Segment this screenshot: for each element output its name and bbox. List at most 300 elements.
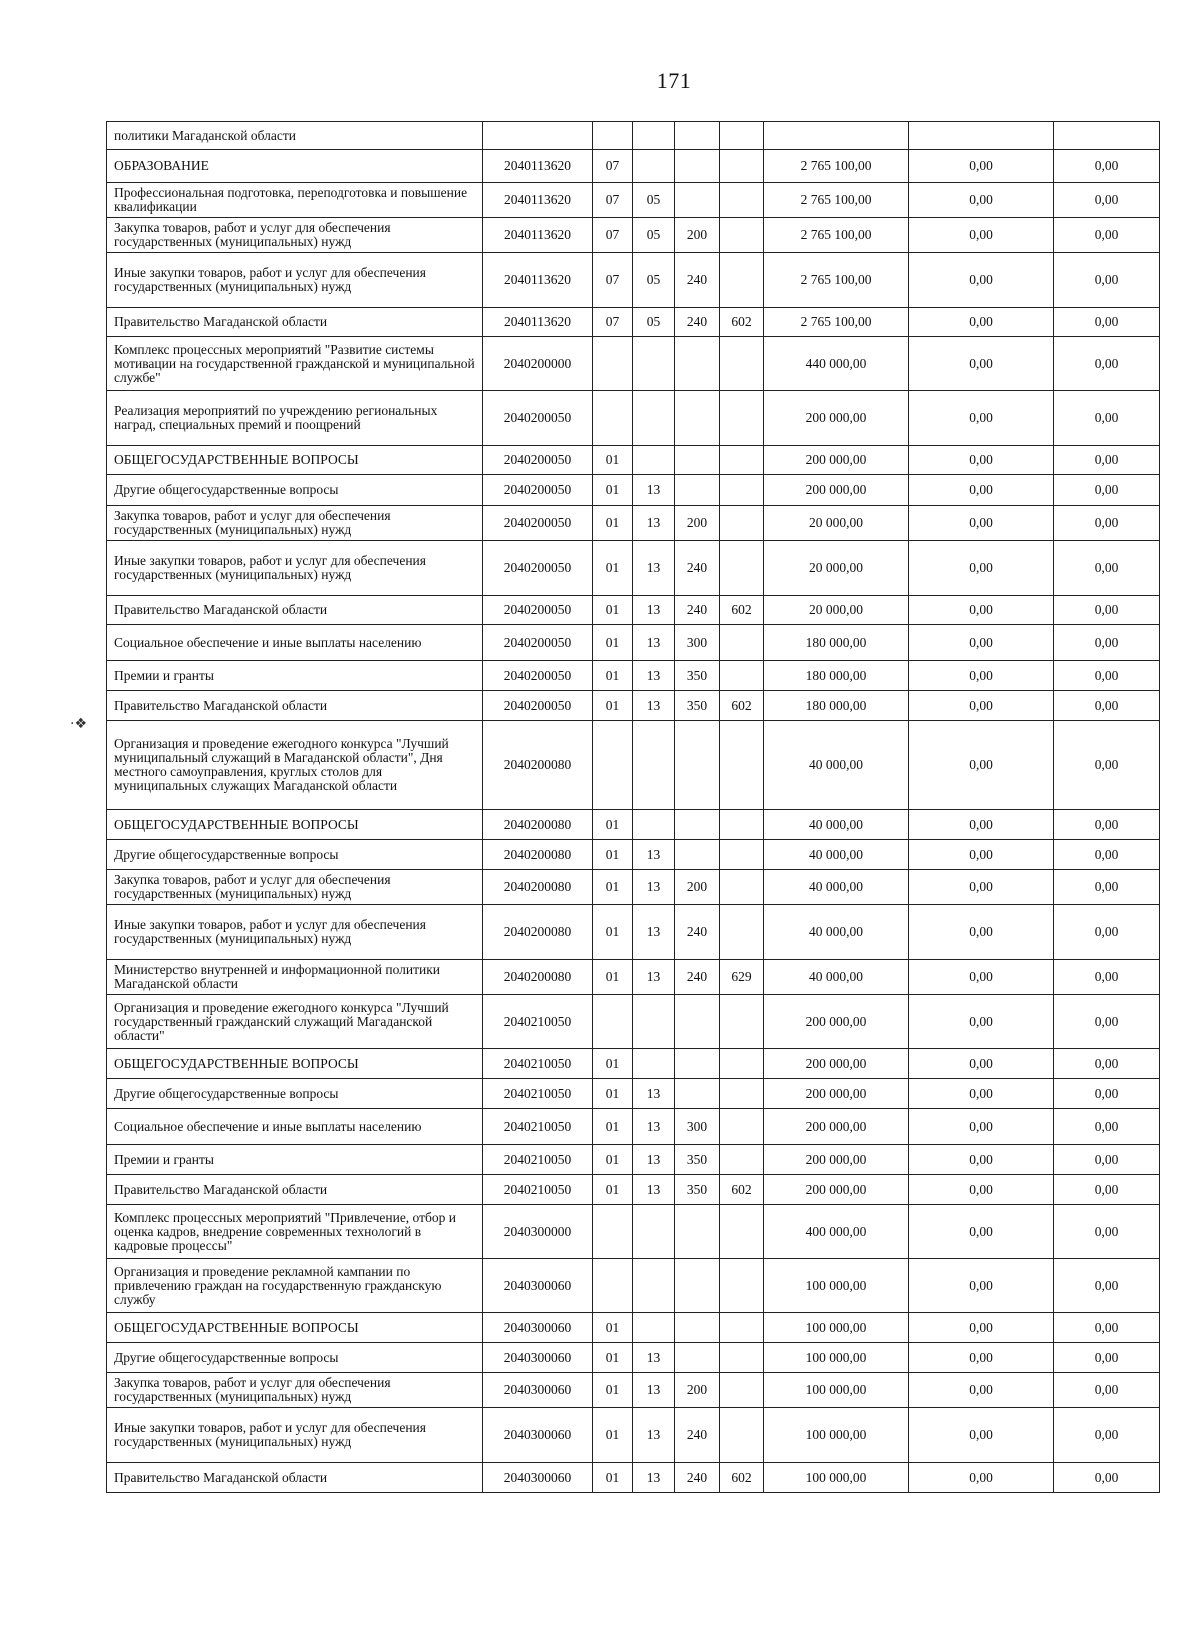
- row-sum-year3-cell: 0,00: [1054, 721, 1160, 810]
- row-sum-year2-cell: 0,00: [909, 810, 1054, 840]
- row-admin-code-cell: [720, 905, 764, 960]
- row-admin-code-cell: [720, 475, 764, 506]
- table-row: [107, 995, 1160, 1049]
- row-subsection-cell: 05: [633, 183, 675, 218]
- row-sum-year2-cell: 0,00: [909, 1463, 1054, 1493]
- row-subsection-cell: 13: [633, 541, 675, 596]
- row-subsection-cell: [633, 995, 675, 1049]
- table-row: [107, 960, 1160, 995]
- row-name-cell: Правительство Магаданской области: [107, 691, 483, 721]
- row-admin-code-cell: [720, 253, 764, 308]
- row-admin-code-cell: 602: [720, 691, 764, 721]
- row-sum-year2-cell: 0,00: [909, 1313, 1054, 1343]
- table-row: [107, 625, 1160, 661]
- row-section-cell: 01: [593, 960, 633, 995]
- row-expense-type-cell: [675, 1079, 720, 1109]
- row-sum-year1-cell: 100 000,00: [764, 1463, 909, 1493]
- row-section-cell: 01: [593, 661, 633, 691]
- row-csr-code-cell: 2040210050: [483, 1079, 593, 1109]
- row-admin-code-cell: [720, 870, 764, 905]
- row-section-cell: 07: [593, 253, 633, 308]
- table-row: [107, 1145, 1160, 1175]
- row-sum-year1-cell: 200 000,00: [764, 475, 909, 506]
- row-section-cell: 01: [593, 475, 633, 506]
- row-admin-code-cell: [720, 1343, 764, 1373]
- table-row: [107, 337, 1160, 391]
- row-subsection-cell: 05: [633, 308, 675, 337]
- table-row: [107, 150, 1160, 183]
- row-sum-year3-cell: 0,00: [1054, 1205, 1160, 1259]
- row-expense-type-cell: 350: [675, 661, 720, 691]
- row-csr-code-cell: 2040200050: [483, 475, 593, 506]
- row-section-cell: [593, 721, 633, 810]
- row-subsection-cell: 13: [633, 1343, 675, 1373]
- row-section-cell: 01: [593, 625, 633, 661]
- row-sum-year2-cell: 0,00: [909, 1175, 1054, 1205]
- row-section-cell: [593, 391, 633, 446]
- row-sum-year3-cell: 0,00: [1054, 625, 1160, 661]
- row-sum-year3-cell: 0,00: [1054, 1313, 1160, 1343]
- row-admin-code-cell: [720, 506, 764, 541]
- row-sum-year3-cell: 0,00: [1054, 506, 1160, 541]
- row-expense-type-cell: 300: [675, 1109, 720, 1145]
- row-section-cell: 01: [593, 1313, 633, 1343]
- row-section-cell: 01: [593, 1079, 633, 1109]
- row-expense-type-cell: [675, 122, 720, 150]
- row-csr-code-cell: 2040200080: [483, 840, 593, 870]
- row-sum-year1-cell: 200 000,00: [764, 995, 909, 1049]
- table-row: [107, 840, 1160, 870]
- row-subsection-cell: [633, 721, 675, 810]
- table-row: [107, 122, 1160, 150]
- row-expense-type-cell: [675, 1313, 720, 1343]
- row-section-cell: [593, 122, 633, 150]
- row-subsection-cell: [633, 446, 675, 475]
- row-subsection-cell: [633, 150, 675, 183]
- row-sum-year3-cell: 0,00: [1054, 253, 1160, 308]
- row-section-cell: 01: [593, 541, 633, 596]
- row-sum-year3-cell: 0,00: [1054, 995, 1160, 1049]
- row-csr-code-cell: 2040210050: [483, 1175, 593, 1205]
- row-sum-year2-cell: 0,00: [909, 506, 1054, 541]
- row-name-cell: Закупка товаров, работ и услуг для обеспечения государственных (муниципальных) нужд: [107, 1373, 483, 1408]
- row-subsection-cell: 13: [633, 1408, 675, 1463]
- row-csr-code-cell: 2040200080: [483, 870, 593, 905]
- row-sum-year1-cell: 200 000,00: [764, 1049, 909, 1079]
- row-name-cell: Правительство Магаданской области: [107, 1175, 483, 1205]
- row-sum-year2-cell: 0,00: [909, 150, 1054, 183]
- row-expense-type-cell: 240: [675, 596, 720, 625]
- table-row: [107, 661, 1160, 691]
- row-sum-year2-cell: 0,00: [909, 1145, 1054, 1175]
- row-csr-code-cell: 2040113620: [483, 308, 593, 337]
- row-csr-code-cell: 2040200050: [483, 391, 593, 446]
- row-name-cell: Закупка товаров, работ и услуг для обеспечения государственных (муниципальных) нужд: [107, 506, 483, 541]
- row-sum-year1-cell: 200 000,00: [764, 1109, 909, 1145]
- row-sum-year1-cell: 180 000,00: [764, 691, 909, 721]
- row-subsection-cell: [633, 337, 675, 391]
- row-name-cell: Другие общегосударственные вопросы: [107, 1079, 483, 1109]
- row-csr-code-cell: 2040210050: [483, 995, 593, 1049]
- row-sum-year3-cell: 0,00: [1054, 1259, 1160, 1313]
- table-row: [107, 475, 1160, 506]
- row-sum-year3-cell: 0,00: [1054, 218, 1160, 253]
- row-admin-code-cell: [720, 122, 764, 150]
- row-section-cell: [593, 1259, 633, 1313]
- row-sum-year2-cell: 0,00: [909, 840, 1054, 870]
- row-section-cell: 01: [593, 810, 633, 840]
- row-admin-code-cell: 602: [720, 1175, 764, 1205]
- row-section-cell: 01: [593, 840, 633, 870]
- row-subsection-cell: [633, 1259, 675, 1313]
- row-sum-year1-cell: 40 000,00: [764, 905, 909, 960]
- row-admin-code-cell: 629: [720, 960, 764, 995]
- row-sum-year2-cell: 0,00: [909, 253, 1054, 308]
- row-subsection-cell: [633, 810, 675, 840]
- row-section-cell: 01: [593, 905, 633, 960]
- row-sum-year1-cell: 2 765 100,00: [764, 183, 909, 218]
- row-csr-code-cell: 2040113620: [483, 150, 593, 183]
- row-expense-type-cell: 240: [675, 253, 720, 308]
- row-sum-year1-cell: [764, 122, 909, 150]
- row-expense-type-cell: [675, 1259, 720, 1313]
- row-name-cell: Премии и гранты: [107, 661, 483, 691]
- row-subsection-cell: 13: [633, 905, 675, 960]
- row-name-cell: Иные закупки товаров, работ и услуг для обеспечения государственных (муниципальных) нужд: [107, 253, 483, 308]
- row-csr-code-cell: 2040113620: [483, 218, 593, 253]
- table-row: [107, 1408, 1160, 1463]
- row-sum-year1-cell: 100 000,00: [764, 1259, 909, 1313]
- row-name-cell: Социальное обеспечение и иные выплаты населению: [107, 625, 483, 661]
- row-subsection-cell: 13: [633, 1109, 675, 1145]
- row-sum-year3-cell: 0,00: [1054, 475, 1160, 506]
- row-subsection-cell: 05: [633, 218, 675, 253]
- row-sum-year1-cell: 440 000,00: [764, 337, 909, 391]
- row-subsection-cell: 13: [633, 506, 675, 541]
- row-sum-year2-cell: 0,00: [909, 1109, 1054, 1145]
- row-admin-code-cell: [720, 337, 764, 391]
- row-sum-year3-cell: 0,00: [1054, 1145, 1160, 1175]
- row-sum-year1-cell: 2 765 100,00: [764, 308, 909, 337]
- row-name-cell: Другие общегосударственные вопросы: [107, 475, 483, 506]
- row-subsection-cell: [633, 1049, 675, 1079]
- table-row: [107, 541, 1160, 596]
- row-sum-year2-cell: 0,00: [909, 446, 1054, 475]
- row-sum-year3-cell: 0,00: [1054, 1049, 1160, 1079]
- row-name-cell: Министерство внутренней и информационной политики Магаданской области: [107, 960, 483, 995]
- row-csr-code-cell: 2040300060: [483, 1408, 593, 1463]
- row-admin-code-cell: [720, 1205, 764, 1259]
- row-sum-year3-cell: 0,00: [1054, 810, 1160, 840]
- row-expense-type-cell: 300: [675, 625, 720, 661]
- row-sum-year3-cell: 0,00: [1054, 541, 1160, 596]
- table-row: [107, 1259, 1160, 1313]
- row-name-cell: ОБЩЕГОСУДАРСТВЕННЫЕ ВОПРОСЫ: [107, 810, 483, 840]
- row-expense-type-cell: [675, 721, 720, 810]
- row-name-cell: ОБЩЕГОСУДАРСТВЕННЫЕ ВОПРОСЫ: [107, 446, 483, 475]
- table-row: [107, 446, 1160, 475]
- row-sum-year3-cell: 0,00: [1054, 596, 1160, 625]
- row-sum-year1-cell: 200 000,00: [764, 1079, 909, 1109]
- row-admin-code-cell: [720, 391, 764, 446]
- row-csr-code-cell: 2040300060: [483, 1259, 593, 1313]
- row-section-cell: [593, 337, 633, 391]
- row-csr-code-cell: 2040210050: [483, 1145, 593, 1175]
- row-admin-code-cell: [720, 1109, 764, 1145]
- table-row: [107, 253, 1160, 308]
- row-sum-year2-cell: 0,00: [909, 475, 1054, 506]
- row-subsection-cell: 13: [633, 691, 675, 721]
- row-admin-code-cell: 602: [720, 596, 764, 625]
- row-subsection-cell: 13: [633, 625, 675, 661]
- row-name-cell: Правительство Магаданской области: [107, 1463, 483, 1493]
- row-csr-code-cell: 2040200050: [483, 446, 593, 475]
- row-subsection-cell: 13: [633, 960, 675, 995]
- row-admin-code-cell: [720, 1313, 764, 1343]
- row-sum-year3-cell: 0,00: [1054, 1079, 1160, 1109]
- row-name-cell: Социальное обеспечение и иные выплаты населению: [107, 1109, 483, 1145]
- row-csr-code-cell: 2040200050: [483, 506, 593, 541]
- row-sum-year2-cell: 0,00: [909, 218, 1054, 253]
- table-row: [107, 391, 1160, 446]
- row-csr-code-cell: 2040300000: [483, 1205, 593, 1259]
- row-csr-code-cell: 2040300060: [483, 1313, 593, 1343]
- row-expense-type-cell: [675, 475, 720, 506]
- row-csr-code-cell: 2040300060: [483, 1343, 593, 1373]
- row-expense-type-cell: [675, 391, 720, 446]
- table-row: [107, 1373, 1160, 1408]
- row-subsection-cell: 13: [633, 1463, 675, 1493]
- table-row: [107, 1343, 1160, 1373]
- row-admin-code-cell: [720, 446, 764, 475]
- row-name-cell: Профессиональная подготовка, переподготовка и повышение квалификации: [107, 183, 483, 218]
- row-admin-code-cell: [720, 625, 764, 661]
- budget-table: [106, 121, 1160, 1493]
- row-name-cell: Организация и проведение ежегодного конкурса "Лучший муниципальный служащий в Магаданской области", Дня местного самоуправления, круглых столов для муниципальных служащих Магаданской области: [107, 721, 483, 810]
- row-section-cell: 01: [593, 1408, 633, 1463]
- budget-table-container: [106, 121, 1160, 1493]
- table-row: [107, 1175, 1160, 1205]
- row-csr-code-cell: 2040200050: [483, 625, 593, 661]
- row-sum-year2-cell: 0,00: [909, 391, 1054, 446]
- row-expense-type-cell: [675, 1343, 720, 1373]
- row-section-cell: 01: [593, 1145, 633, 1175]
- row-subsection-cell: 13: [633, 661, 675, 691]
- table-row: [107, 721, 1160, 810]
- row-expense-type-cell: 240: [675, 308, 720, 337]
- row-subsection-cell: 13: [633, 1145, 675, 1175]
- row-sum-year2-cell: 0,00: [909, 1408, 1054, 1463]
- row-sum-year2-cell: 0,00: [909, 995, 1054, 1049]
- table-row: [107, 1313, 1160, 1343]
- row-expense-type-cell: [675, 446, 720, 475]
- table-row: [107, 1049, 1160, 1079]
- row-sum-year1-cell: 20 000,00: [764, 596, 909, 625]
- row-sum-year3-cell: 0,00: [1054, 905, 1160, 960]
- row-name-cell: Закупка товаров, работ и услуг для обеспечения государственных (муниципальных) нужд: [107, 218, 483, 253]
- row-csr-code-cell: 2040113620: [483, 183, 593, 218]
- table-row: [107, 810, 1160, 840]
- row-admin-code-cell: [720, 541, 764, 596]
- row-expense-type-cell: [675, 995, 720, 1049]
- row-sum-year3-cell: 0,00: [1054, 960, 1160, 995]
- row-sum-year2-cell: 0,00: [909, 337, 1054, 391]
- row-sum-year1-cell: 2 765 100,00: [764, 253, 909, 308]
- row-section-cell: 01: [593, 1343, 633, 1373]
- row-section-cell: 01: [593, 870, 633, 905]
- row-sum-year2-cell: 0,00: [909, 625, 1054, 661]
- row-csr-code-cell: 2040200050: [483, 541, 593, 596]
- row-name-cell: Организация и проведение рекламной кампании по привлечению граждан на государственную гражданскую службу: [107, 1259, 483, 1313]
- row-admin-code-cell: 602: [720, 1463, 764, 1493]
- row-sum-year2-cell: 0,00: [909, 870, 1054, 905]
- row-sum-year2-cell: 0,00: [909, 596, 1054, 625]
- row-name-cell: Иные закупки товаров, работ и услуг для обеспечения государственных (муниципальных) нужд: [107, 1408, 483, 1463]
- row-sum-year3-cell: 0,00: [1054, 150, 1160, 183]
- row-sum-year2-cell: [909, 122, 1054, 150]
- table-row: [107, 1079, 1160, 1109]
- row-csr-code-cell: [483, 122, 593, 150]
- table-row: [107, 218, 1160, 253]
- row-sum-year3-cell: 0,00: [1054, 661, 1160, 691]
- row-csr-code-cell: 2040113620: [483, 253, 593, 308]
- row-subsection-cell: 13: [633, 840, 675, 870]
- row-name-cell: Правительство Магаданской области: [107, 596, 483, 625]
- row-sum-year1-cell: 200 000,00: [764, 446, 909, 475]
- row-admin-code-cell: [720, 840, 764, 870]
- row-admin-code-cell: [720, 995, 764, 1049]
- row-expense-type-cell: 240: [675, 905, 720, 960]
- row-admin-code-cell: [720, 183, 764, 218]
- row-expense-type-cell: 350: [675, 1175, 720, 1205]
- row-expense-type-cell: 200: [675, 870, 720, 905]
- row-section-cell: 07: [593, 218, 633, 253]
- row-sum-year1-cell: 200 000,00: [764, 1175, 909, 1205]
- row-subsection-cell: [633, 391, 675, 446]
- row-sum-year2-cell: 0,00: [909, 905, 1054, 960]
- row-name-cell: Правительство Магаданской области: [107, 308, 483, 337]
- row-sum-year3-cell: 0,00: [1054, 1408, 1160, 1463]
- row-subsection-cell: [633, 1313, 675, 1343]
- row-section-cell: 01: [593, 446, 633, 475]
- scan-artifact-icon: ·❖: [70, 716, 88, 732]
- row-sum-year2-cell: 0,00: [909, 541, 1054, 596]
- row-expense-type-cell: 240: [675, 541, 720, 596]
- row-sum-year1-cell: 100 000,00: [764, 1373, 909, 1408]
- row-sum-year1-cell: 40 000,00: [764, 840, 909, 870]
- row-name-cell: Организация и проведение ежегодного конкурса "Лучший государственный гражданский служащий Магаданской области": [107, 995, 483, 1049]
- row-sum-year1-cell: 400 000,00: [764, 1205, 909, 1259]
- row-expense-type-cell: [675, 150, 720, 183]
- row-name-cell: Иные закупки товаров, работ и услуг для обеспечения государственных (муниципальных) нужд: [107, 905, 483, 960]
- row-sum-year3-cell: 0,00: [1054, 183, 1160, 218]
- row-sum-year1-cell: 180 000,00: [764, 661, 909, 691]
- row-sum-year1-cell: 20 000,00: [764, 541, 909, 596]
- row-sum-year1-cell: 2 765 100,00: [764, 218, 909, 253]
- row-csr-code-cell: 2040300060: [483, 1463, 593, 1493]
- budget-table-body: [107, 122, 1160, 1493]
- row-csr-code-cell: 2040200080: [483, 810, 593, 840]
- row-expense-type-cell: 350: [675, 691, 720, 721]
- row-csr-code-cell: 2040200050: [483, 596, 593, 625]
- row-sum-year2-cell: 0,00: [909, 1259, 1054, 1313]
- row-csr-code-cell: 2040210050: [483, 1049, 593, 1079]
- row-sum-year2-cell: 0,00: [909, 661, 1054, 691]
- row-expense-type-cell: 350: [675, 1145, 720, 1175]
- row-subsection-cell: 13: [633, 1079, 675, 1109]
- table-row: [107, 308, 1160, 337]
- row-sum-year1-cell: 200 000,00: [764, 1145, 909, 1175]
- row-csr-code-cell: 2040200080: [483, 960, 593, 995]
- row-sum-year2-cell: 0,00: [909, 1079, 1054, 1109]
- row-sum-year1-cell: 2 765 100,00: [764, 150, 909, 183]
- row-sum-year1-cell: 40 000,00: [764, 810, 909, 840]
- row-expense-type-cell: [675, 1205, 720, 1259]
- row-sum-year3-cell: 0,00: [1054, 446, 1160, 475]
- row-section-cell: 07: [593, 308, 633, 337]
- row-sum-year1-cell: 100 000,00: [764, 1313, 909, 1343]
- row-section-cell: 01: [593, 1373, 633, 1408]
- row-name-cell: Премии и гранты: [107, 1145, 483, 1175]
- row-sum-year2-cell: 0,00: [909, 960, 1054, 995]
- row-sum-year2-cell: 0,00: [909, 1205, 1054, 1259]
- row-sum-year3-cell: 0,00: [1054, 691, 1160, 721]
- row-sum-year2-cell: 0,00: [909, 691, 1054, 721]
- row-sum-year2-cell: 0,00: [909, 308, 1054, 337]
- row-name-cell: Другие общегосударственные вопросы: [107, 840, 483, 870]
- row-admin-code-cell: [720, 661, 764, 691]
- table-row: [107, 905, 1160, 960]
- table-row: [107, 1463, 1160, 1493]
- row-name-cell: политики Магаданской области: [107, 122, 483, 150]
- row-expense-type-cell: 200: [675, 1373, 720, 1408]
- page-number: 171: [656, 68, 692, 93]
- row-section-cell: 01: [593, 1109, 633, 1145]
- row-section-cell: 07: [593, 150, 633, 183]
- table-row: [107, 1205, 1160, 1259]
- row-name-cell: Реализация мероприятий по учреждению региональных наград, специальных премий и поощрений: [107, 391, 483, 446]
- row-sum-year3-cell: 0,00: [1054, 308, 1160, 337]
- row-subsection-cell: [633, 122, 675, 150]
- row-admin-code-cell: [720, 1049, 764, 1079]
- row-sum-year3-cell: 0,00: [1054, 870, 1160, 905]
- row-sum-year3-cell: [1054, 122, 1160, 150]
- row-sum-year1-cell: 40 000,00: [764, 721, 909, 810]
- row-csr-code-cell: 2040200000: [483, 337, 593, 391]
- row-sum-year1-cell: 200 000,00: [764, 391, 909, 446]
- row-sum-year3-cell: 0,00: [1054, 1175, 1160, 1205]
- row-admin-code-cell: [720, 1259, 764, 1313]
- row-name-cell: ОБЩЕГОСУДАРСТВЕННЫЕ ВОПРОСЫ: [107, 1313, 483, 1343]
- row-section-cell: 01: [593, 506, 633, 541]
- table-row: [107, 870, 1160, 905]
- row-expense-type-cell: [675, 337, 720, 391]
- row-section-cell: 01: [593, 1175, 633, 1205]
- row-expense-type-cell: [675, 840, 720, 870]
- row-admin-code-cell: 602: [720, 308, 764, 337]
- row-sum-year2-cell: 0,00: [909, 183, 1054, 218]
- row-name-cell: Комплекс процессных мероприятий "Привлечение, отбор и оценка кадров, внедрение современных технологий в кадровые процессы": [107, 1205, 483, 1259]
- row-expense-type-cell: [675, 810, 720, 840]
- row-sum-year2-cell: 0,00: [909, 1343, 1054, 1373]
- row-csr-code-cell: 2040200050: [483, 661, 593, 691]
- row-section-cell: [593, 995, 633, 1049]
- row-admin-code-cell: [720, 721, 764, 810]
- row-admin-code-cell: [720, 150, 764, 183]
- row-sum-year1-cell: 20 000,00: [764, 506, 909, 541]
- row-csr-code-cell: 2040210050: [483, 1109, 593, 1145]
- row-expense-type-cell: 200: [675, 506, 720, 541]
